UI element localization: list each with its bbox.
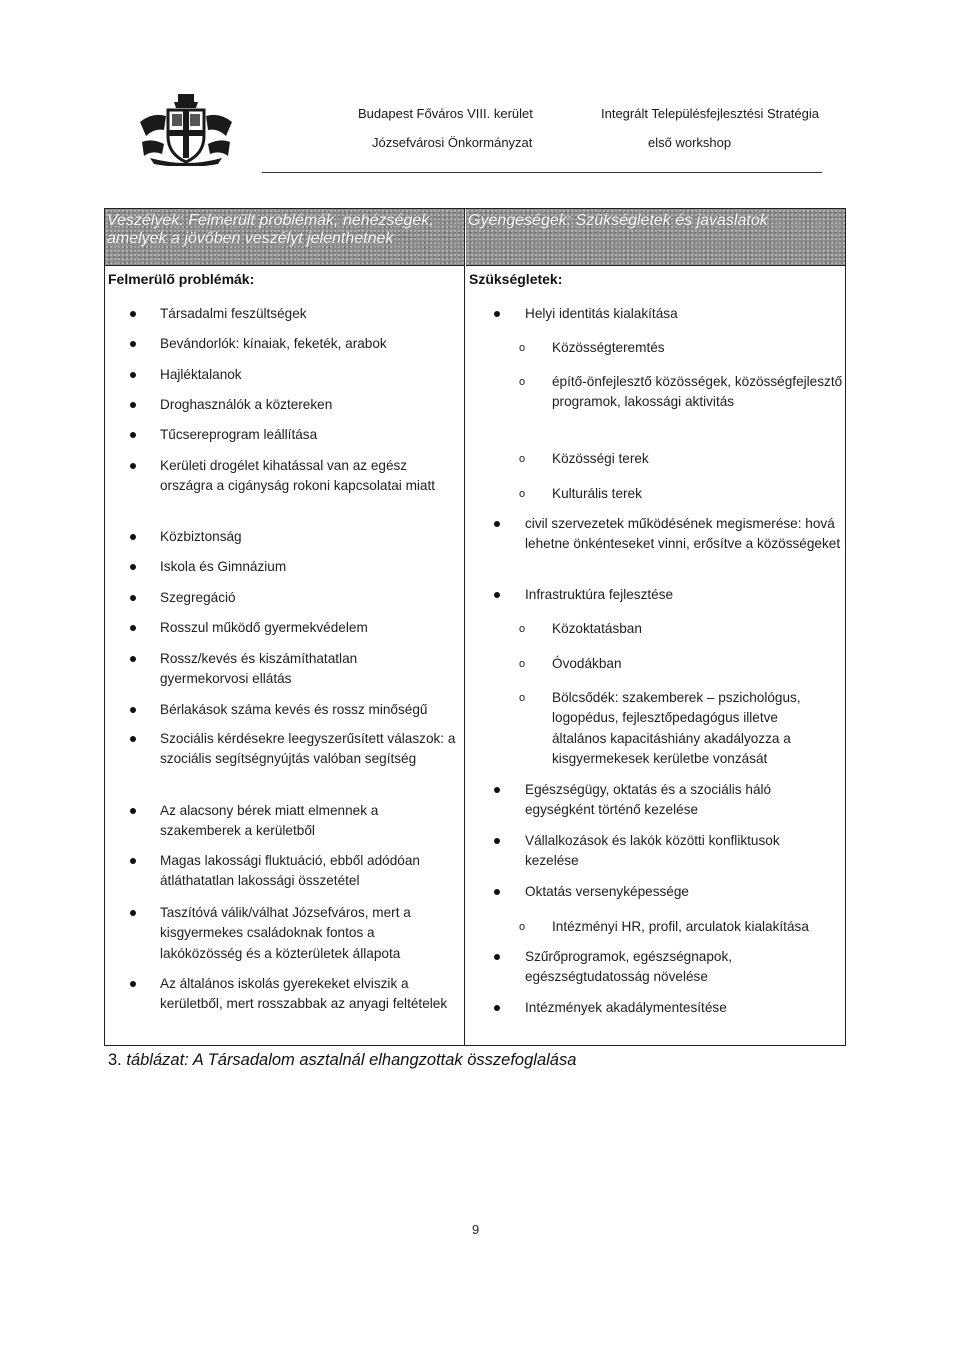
page-number: 9 [472, 1222, 480, 1237]
bullet-icon [130, 402, 136, 408]
needs-subheading: Szükségletek: [469, 271, 563, 287]
bullet-icon [130, 707, 136, 713]
list-item: o Bölcsődék: szakemberek – pszichológus, logopédus, fejlesztőpedagógus illetve általános kapacitáshiány akadályozza a kisgyermekesek kerületbe vonzását [519, 690, 801, 767]
circle-bullet-icon: o [519, 342, 526, 354]
list-item: Rossz/kevés és kiszámíthatatlan gyermekorvosi ellátás [160, 649, 400, 690]
weaknesses-banner-text: Gyengeségek: Szükségletek és javaslatok [468, 212, 768, 229]
list-item: civil szervezetek működésének megismerése: hová lehetne önkénteseket vinni, erősítve a közösségeket [525, 514, 843, 555]
list-item: Iskola és Gimnázium [160, 557, 450, 577]
bullet-icon [130, 463, 136, 469]
list-item: Szegregáció [160, 588, 450, 608]
problems-subheading: Felmerülő problémák: [108, 271, 255, 287]
bullet-icon [130, 981, 136, 987]
bullet-icon [494, 592, 500, 598]
list-item: Magas lakossági fluktuáció, ebből adódóan átláthatatlan lakossági összetétel [160, 851, 460, 892]
circle-bullet-icon: o [519, 658, 526, 670]
table-caption-text: táblázat: A Társadalom asztalnál elhangzottak összefoglalása [126, 1051, 577, 1069]
bullet-icon [130, 311, 136, 317]
weaknesses-banner [466, 209, 845, 266]
bullet-icon [130, 736, 136, 742]
coat-of-arms-logo [138, 92, 234, 166]
table-caption-number: 3. [108, 1051, 122, 1069]
circle-bullet-icon: o [519, 376, 526, 388]
circle-bullet-icon: o [519, 921, 526, 933]
bullet-icon [494, 521, 500, 527]
bullet-icon [494, 311, 500, 317]
list-item: o Közoktatásban [552, 619, 832, 639]
bullet-icon [494, 889, 500, 895]
list-item: Taszítóvá válik/válhat Józsefváros, mert a kisgyermekes családoknak fontos a lakóközösség és a közterületek állapota [160, 903, 452, 964]
list-item: o Óvodákban [552, 654, 832, 674]
list-item: Közbiztonság [160, 527, 450, 547]
threats-banner-line2: amelyek a jövőben veszélyt jelenthetnek [107, 230, 394, 247]
column-divider [464, 209, 465, 1045]
bullet-icon [130, 808, 136, 814]
bullet-icon [494, 838, 500, 844]
list-item: o Közösségteremtés [552, 338, 832, 358]
list-item: Bérlakások száma kevés és rossz minőségű [160, 700, 450, 720]
summary-table [104, 208, 846, 1046]
list-item: o Közösségi terek [552, 449, 832, 469]
header-workshop: első workshop [648, 135, 732, 150]
list-item: Helyi identitás kialakítása [525, 304, 825, 324]
circle-bullet-icon: o [519, 453, 526, 465]
list-item: Infrastruktúra fejlesztése [525, 585, 825, 605]
list-item: Szűrőprogramok, egészségnapok, egészségtudatosság növelése [525, 947, 785, 988]
circle-bullet-icon: o [519, 623, 526, 635]
threats-banner-line1: Veszélyek: Felmerült problémák, nehézségek, [107, 212, 434, 229]
bullet-icon [130, 910, 136, 916]
bullet-icon [494, 1005, 500, 1011]
list-item: Intézmények akadálymentesítése [525, 998, 825, 1018]
bullet-icon [130, 625, 136, 631]
list-item: Rosszul működő gyermekvédelem [160, 618, 450, 638]
list-item: Kerületi drogélet kihatással van az egész országra a cigányság rokoni kapcsolatai miatt [160, 456, 442, 497]
list-item: Bevándorlók: kínaiak, feketék, arabok [160, 334, 450, 354]
header-strategy: Integrált Településfejlesztési Stratégia [601, 106, 819, 121]
bullet-icon [130, 534, 136, 540]
list-item: Tűcsereprogram leállítása [160, 425, 450, 445]
bullet-icon [130, 372, 136, 378]
list-item: Egészségügy, oktatás és a szociális háló egységként történő kezelése [525, 780, 805, 821]
list-item: Társadalmi feszültségek [160, 304, 450, 324]
list-item: o építő-önfejlesztő közösségek, közösségfejlesztő programok, lakossági aktivitás [519, 374, 843, 410]
list-item: Hajléktalanok [160, 365, 450, 385]
threats-banner [105, 209, 464, 266]
table-caption [108, 1051, 576, 1070]
bullet-icon [130, 341, 136, 347]
list-item: Oktatás versenyképessége [525, 882, 825, 902]
bullet-icon [130, 858, 136, 864]
bullet-icon [130, 432, 136, 438]
circle-bullet-icon: o [519, 692, 526, 704]
bullet-icon [130, 656, 136, 662]
list-item: o Intézményi HR, profil, arculatok kialakítása [552, 917, 848, 937]
header-office: Józsefvárosi Önkormányzat [372, 135, 533, 150]
list-item: Droghasználók a köztereken [160, 395, 450, 415]
circle-bullet-icon: o [519, 488, 526, 500]
list-item: o Kulturális terek [552, 484, 832, 504]
bullet-icon [130, 595, 136, 601]
header-municipality: Budapest Főváros VIII. kerület [358, 106, 533, 121]
bullet-icon [494, 954, 500, 960]
bullet-icon [130, 564, 136, 570]
bullet-icon [494, 787, 500, 793]
list-item: Az általános iskolás gyerekeket elviszik a kerületből, mert rosszabbak az anyagi feltételek [160, 974, 452, 1015]
list-item: Vállalkozások és lakók közötti konfliktusok kezelése [525, 831, 825, 872]
header-rule [262, 172, 822, 173]
list-item: Az alacsony bérek miatt elmennek a szakemberek a kerületből [160, 801, 420, 842]
list-item: Szociális kérdésekre leegyszerűsített válaszok: a szociális segítségnyújtás valóban segítség [160, 729, 460, 770]
